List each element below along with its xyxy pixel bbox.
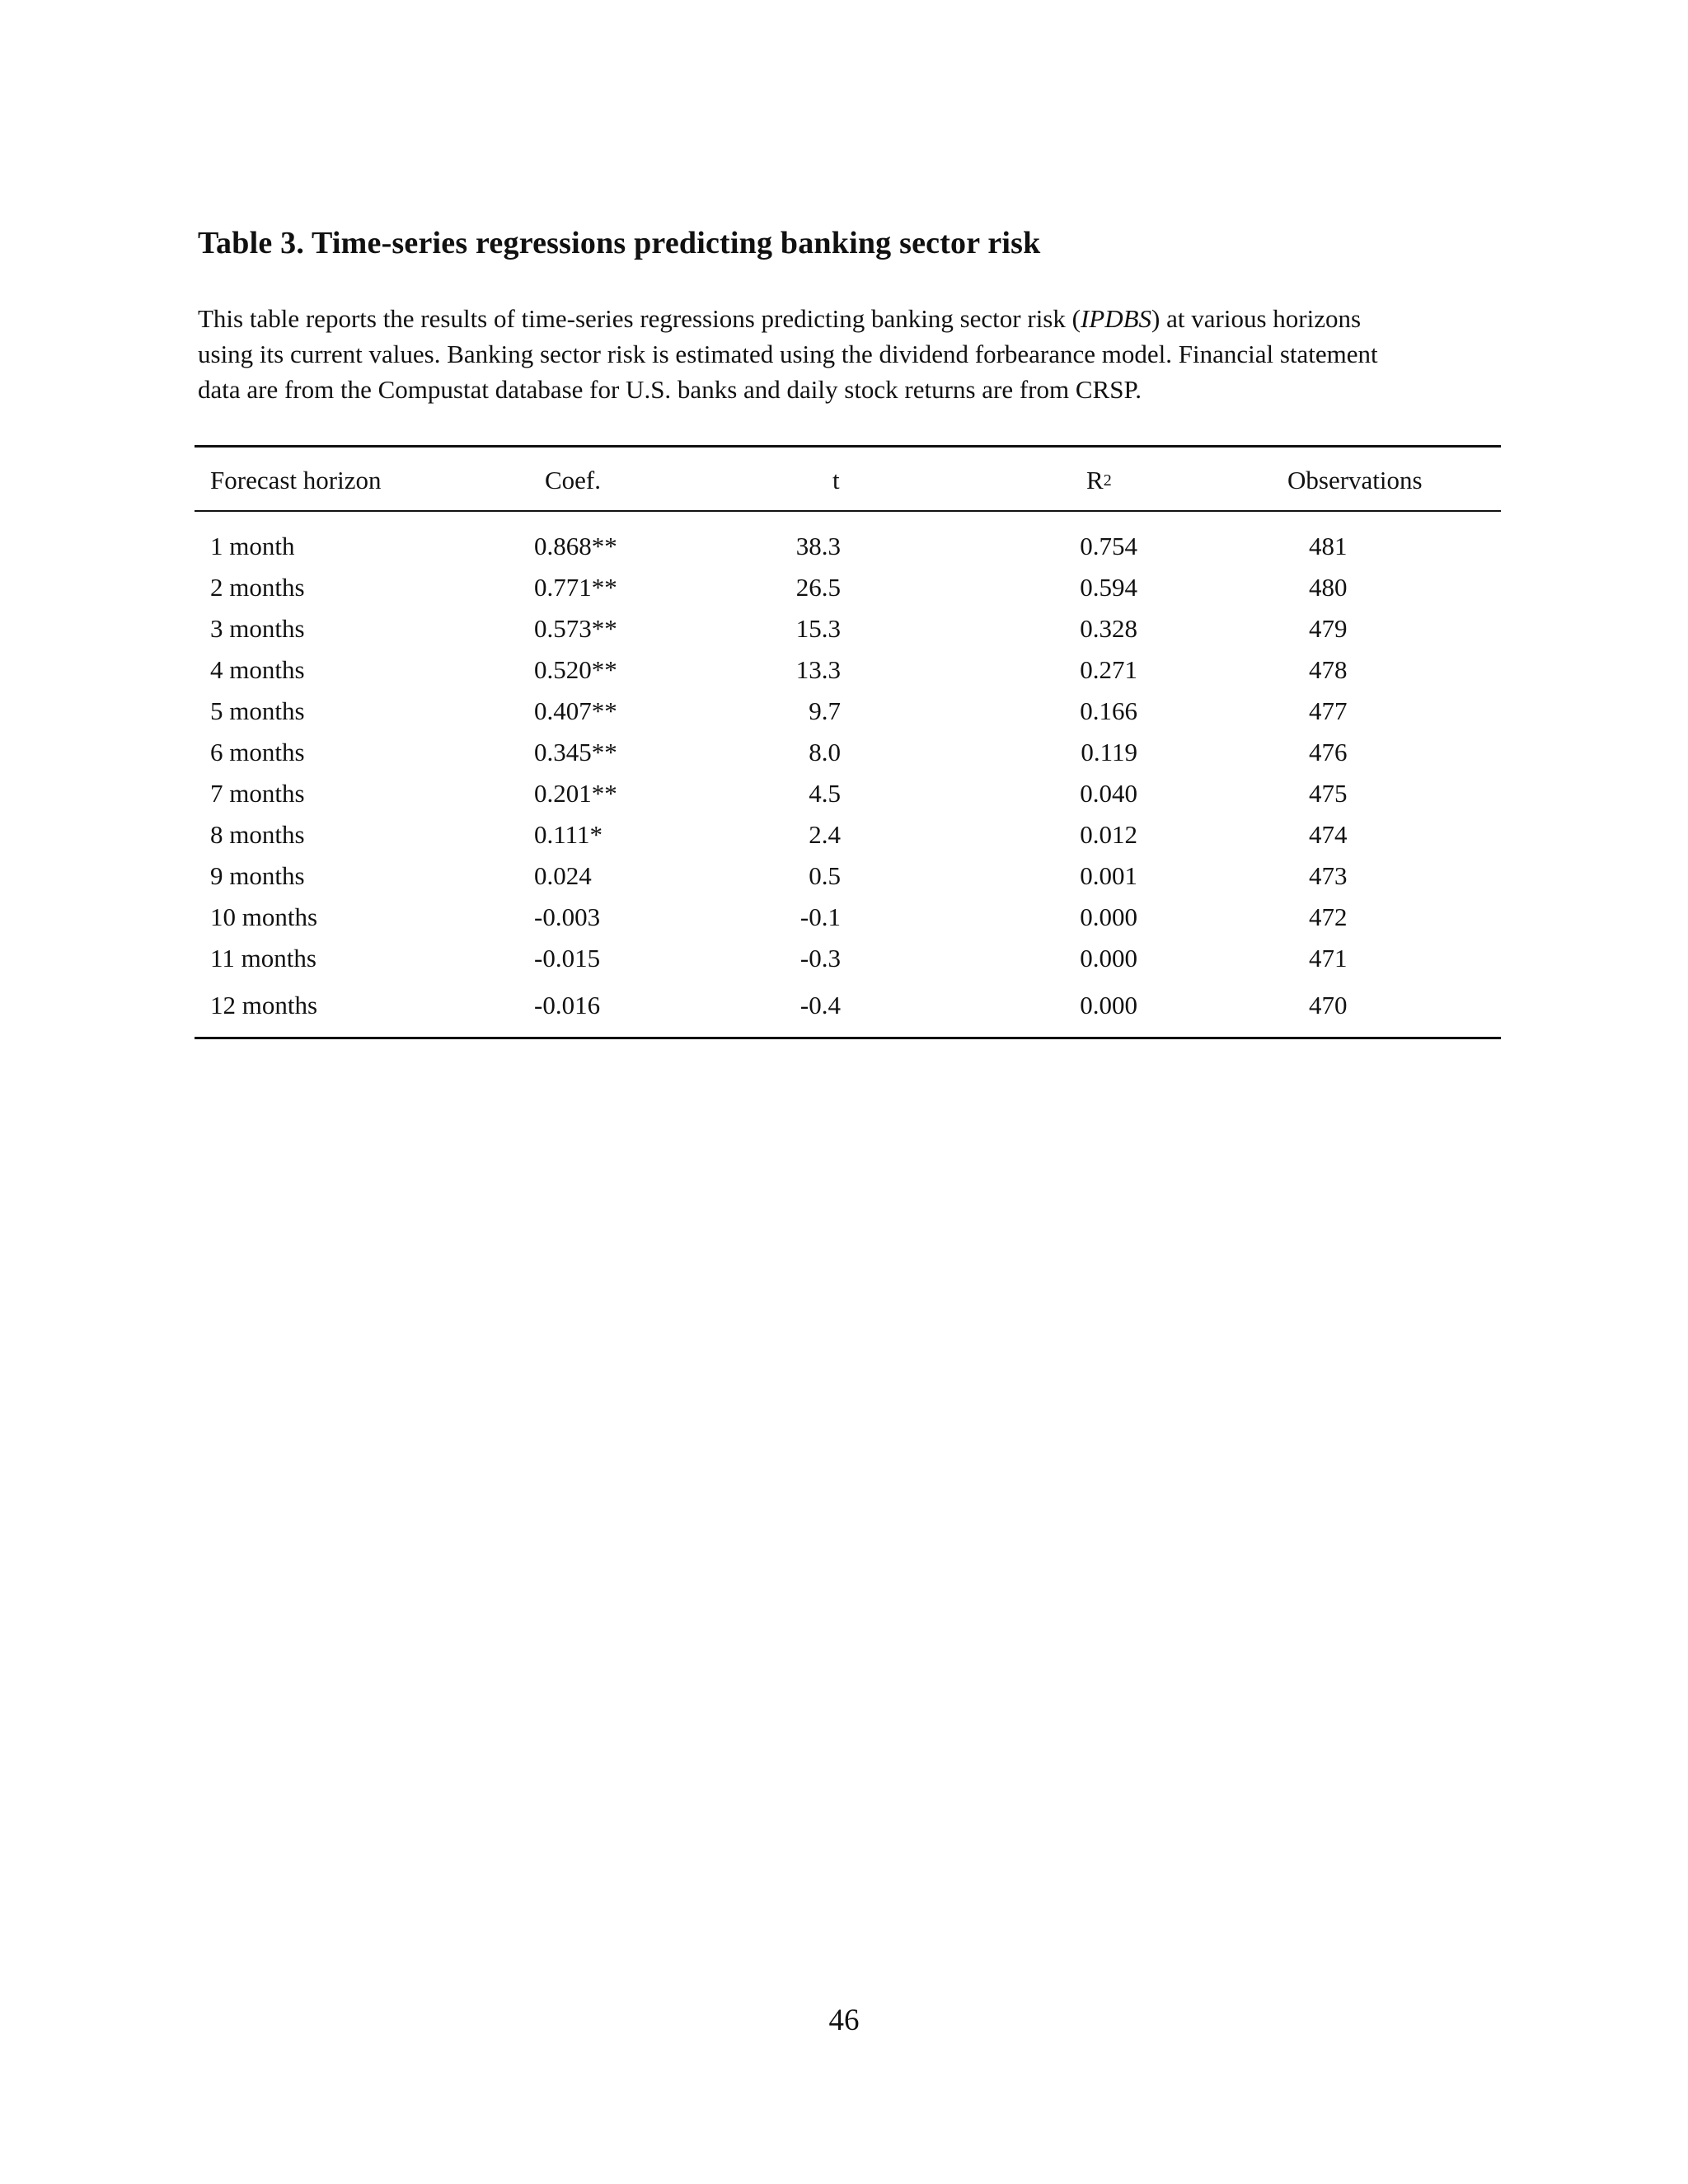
cell-observations: 471 [1309,944,1348,972]
cell-observations: 480 [1309,573,1348,602]
cell-coef: -0.016 [534,991,601,1019]
cell-t: 0.5 [809,861,841,890]
cell-t: -0.4 [799,991,841,1019]
cell-r-squared: 0.000 [1080,991,1137,1019]
cell-coef: 0.345** [534,738,617,766]
cell-horizon: 6 months [210,738,305,766]
cell-t: 38.3 [795,532,841,560]
cell-horizon: 10 months [210,902,318,931]
cell-r-squared: 0.040 [1080,779,1137,808]
header-r-squared-superscript: 2 [1103,471,1112,490]
cell-observations: 477 [1309,696,1348,725]
cell-coef: 0.771** [534,573,617,602]
cell-coef: 0.868** [534,532,617,560]
caption-line-2: using its current values. Banking sector risk is estimated using the dividend forbearance model. Financial statement [198,340,1378,368]
cell-r-squared: 0.000 [1080,902,1137,931]
table-bottom-rule [195,1037,1501,1039]
cell-observations: 472 [1309,902,1348,931]
cell-horizon: 1 month [210,532,295,560]
cell-r-squared: 0.119 [1081,738,1137,766]
cell-horizon: 5 months [210,696,305,725]
cell-horizon: 8 months [210,820,305,849]
cell-coef: -0.015 [534,944,601,972]
caption-text-suffix: ) at various horizons [1151,304,1362,333]
cell-horizon: 2 months [210,573,305,602]
cell-coef: 0.573** [534,614,617,643]
cell-t: 8.0 [809,738,841,766]
header-coef: Coef. [545,466,602,494]
caption-text-prefix: This table reports the results of time-series regressions predicting banking sector risk ( [198,304,1081,333]
cell-observations: 473 [1309,861,1348,890]
cell-t: 26.5 [795,573,841,602]
cell-observations: 479 [1309,614,1348,643]
cell-r-squared: 0.166 [1080,696,1137,725]
cell-r-squared: 0.754 [1080,532,1137,560]
cell-observations: 470 [1309,991,1348,1019]
caption-variable: IPDBS [1080,304,1152,333]
cell-horizon: 3 months [210,614,305,643]
cell-r-squared: 0.012 [1080,820,1137,849]
cell-t: 9.7 [809,696,841,725]
page-number: 46 [828,2004,860,2037]
cell-observations: 476 [1309,738,1348,766]
cell-t: -0.1 [799,902,841,931]
header-r-squared-base: R [1086,466,1104,494]
caption-line-1 [198,301,1500,336]
header-t: t [832,466,840,494]
table-caption [198,301,1500,407]
cell-r-squared: 0.328 [1080,614,1137,643]
cell-coef: 0.407** [534,696,617,725]
cell-t: 15.3 [795,614,841,643]
cell-t: -0.3 [799,944,841,972]
cell-t: 13.3 [795,655,841,684]
cell-observations: 478 [1309,655,1348,684]
table-top-rule [195,445,1501,448]
header-observations: Observations [1287,466,1423,494]
cell-horizon: 11 months [210,944,316,972]
caption-line-3: data are from the Compustat database for U.S. banks and daily stock returns are from CRSP. [198,375,1142,404]
cell-observations: 481 [1309,532,1348,560]
cell-coef: 0.024 [534,861,592,890]
cell-r-squared: 0.001 [1080,861,1137,890]
cell-horizon: 7 months [210,779,305,808]
cell-horizon: 12 months [210,991,318,1019]
cell-r-squared: 0.271 [1080,655,1137,684]
cell-coef: 0.520** [534,655,617,684]
cell-coef: 0.201** [534,779,617,808]
cell-horizon: 4 months [210,655,305,684]
header-r-squared [1086,466,1112,499]
cell-r-squared: 0.000 [1080,944,1137,972]
cell-observations: 474 [1309,820,1348,849]
cell-r-squared: 0.594 [1080,573,1137,602]
cell-coef: 0.111* [534,820,603,849]
table-header-rule [195,510,1501,512]
cell-observations: 475 [1309,779,1348,808]
cell-t: 4.5 [809,779,841,808]
cell-horizon: 9 months [210,861,305,890]
header-forecast-horizon: Forecast horizon [210,466,382,494]
cell-coef: -0.003 [534,902,601,931]
cell-t: 2.4 [809,820,841,849]
table-title: Table 3. Time-series regressions predicting banking sector risk [198,226,1041,260]
